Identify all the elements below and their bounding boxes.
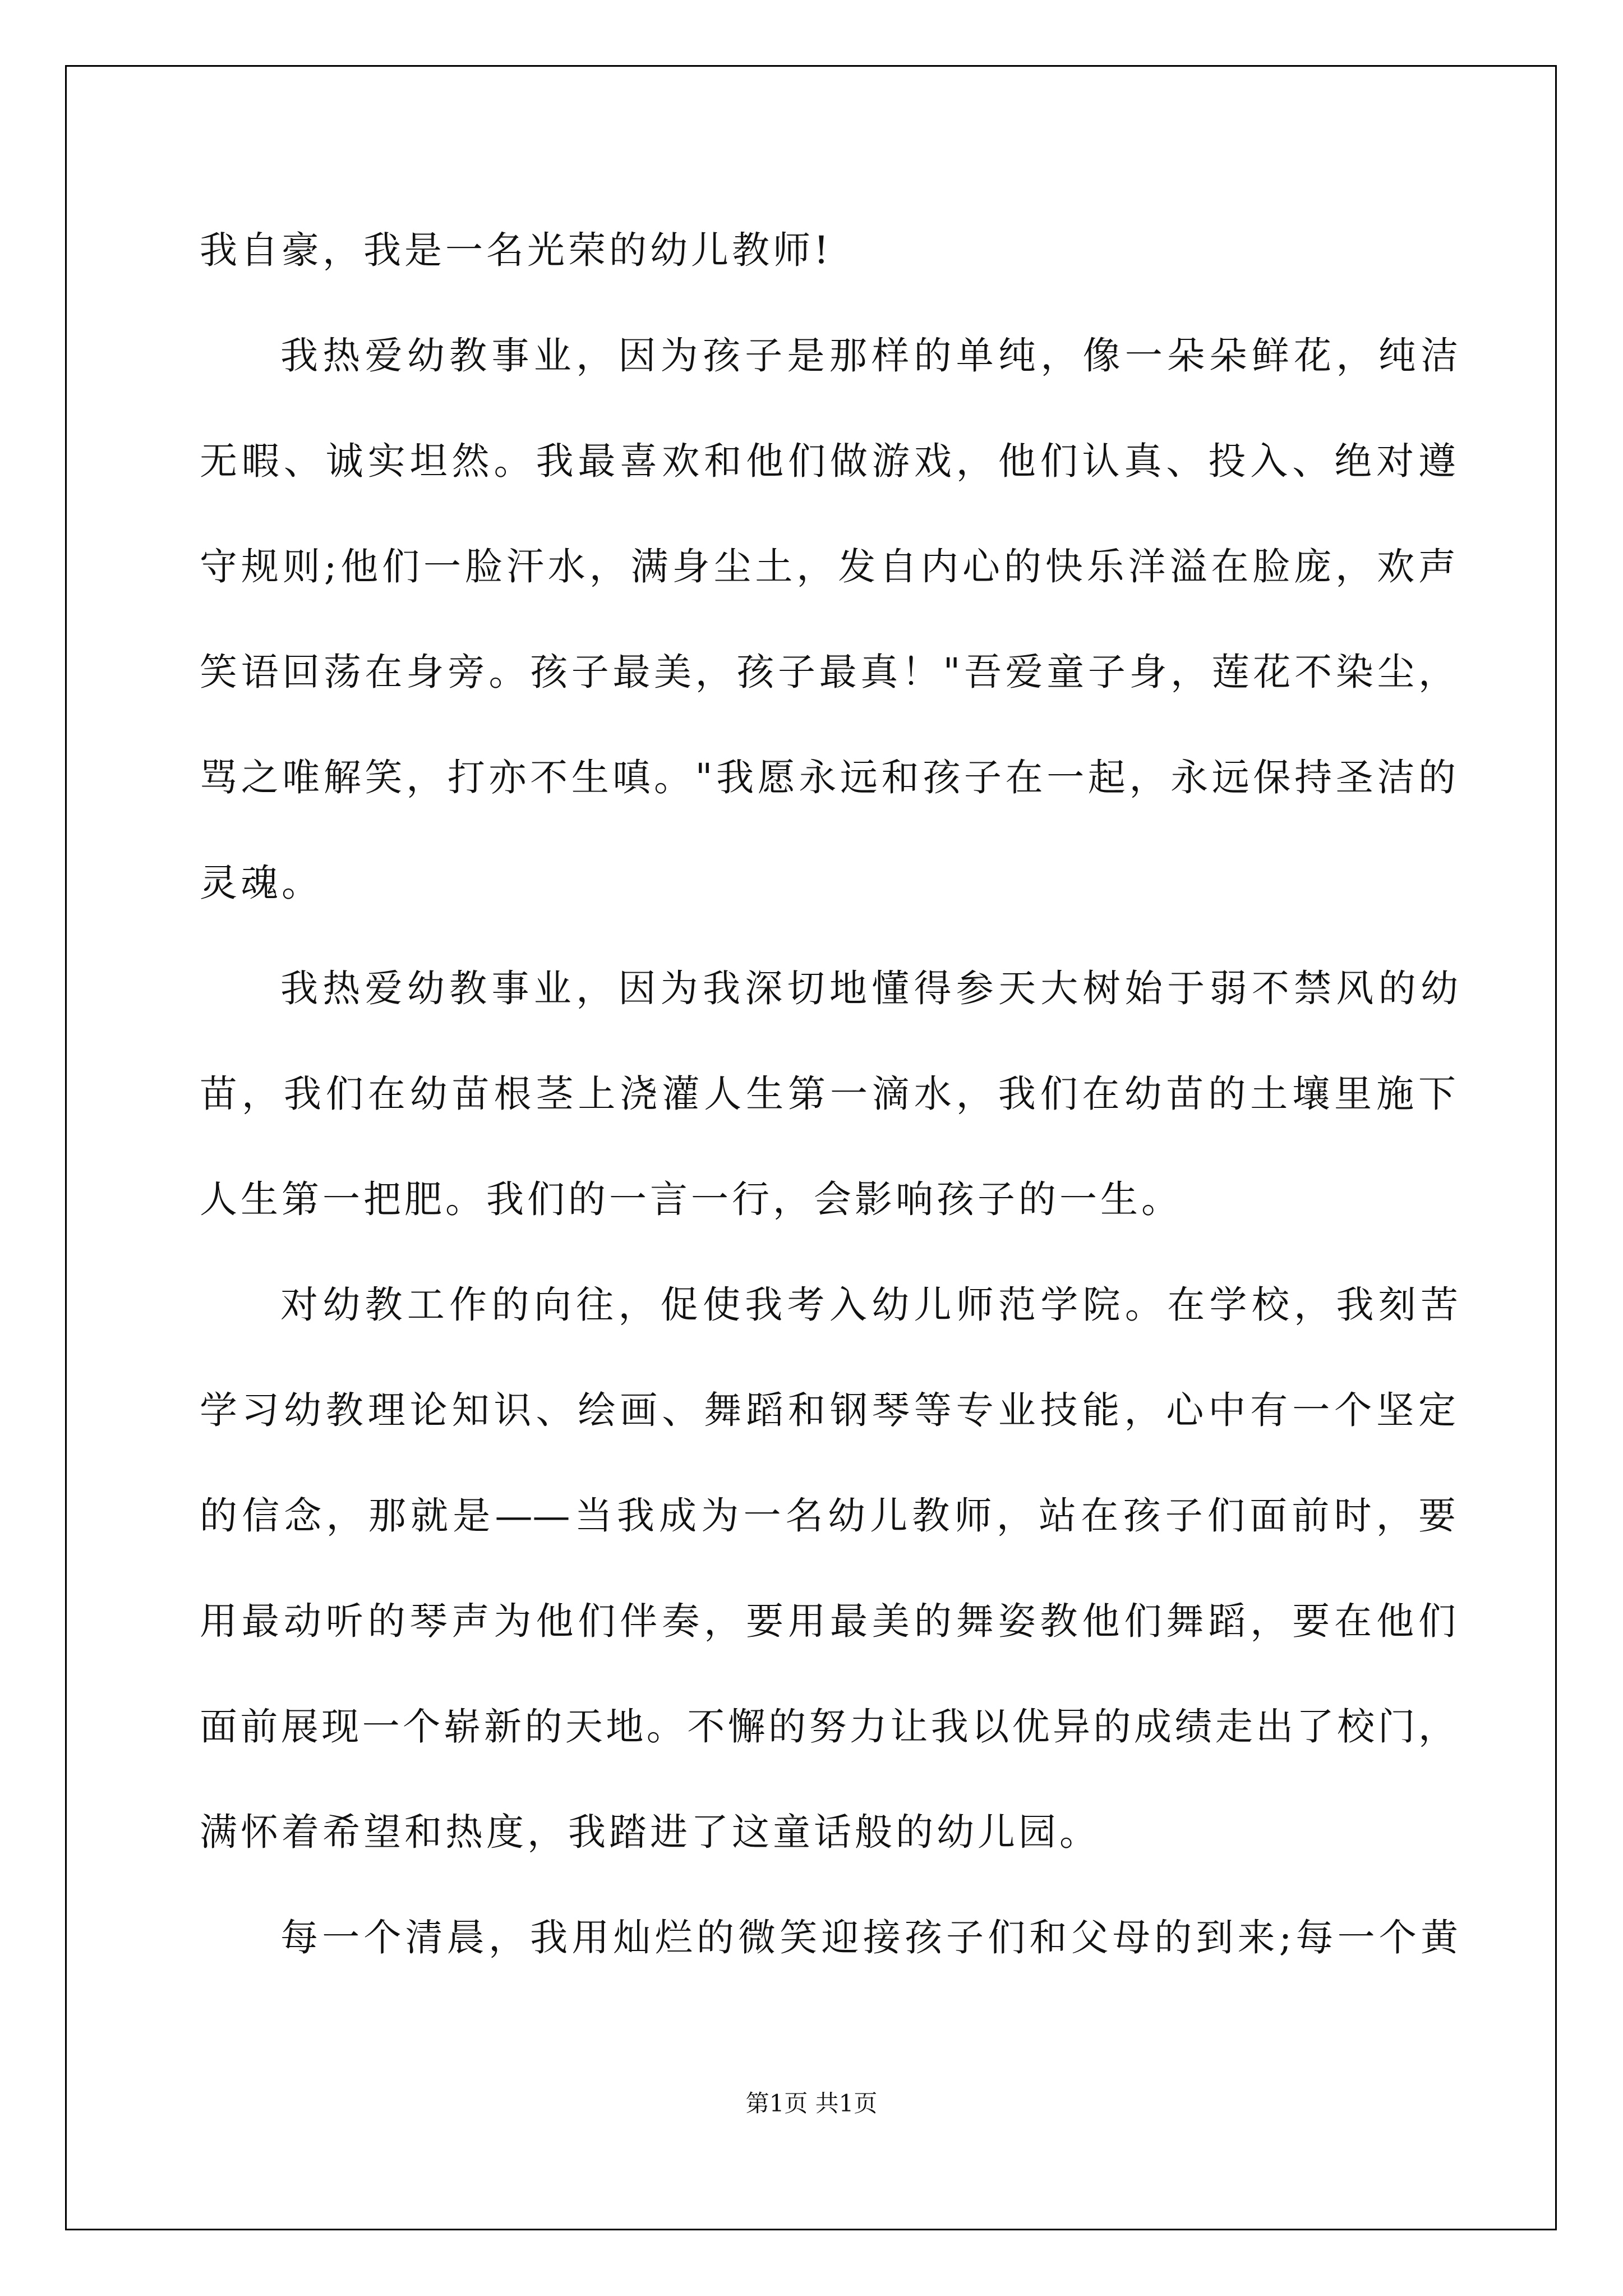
text-line: 守规则;他们一脸汗水，满身尘土，发自内心的快乐洋溢在脸庞，欢声 (200, 545, 1456, 588)
text-line: 满怀着希望和热度，我踏进了这童话般的幼儿园。 (200, 1810, 1100, 1854)
text-line: 面前展现一个崭新的天地。不懈的努力让我以优异的成绩走出了校门， (200, 1705, 1456, 1749)
text-line: 无暇、诚实坦然。我最喜欢和他们做游戏，他们认真、投入、绝对遵 (200, 439, 1456, 483)
text-line: 的信念，那就是——当我成为一名幼儿教师，站在孩子们面前时，要 (200, 1494, 1456, 1538)
page-footer: 第1页 共1页 (745, 2090, 878, 2117)
text-line: 对幼教工作的向往，促使我考入幼儿师范学院。在学校，我刻苦 (280, 1283, 1458, 1327)
text-line: 骂之唯解笑，打亦不生嗔。"我愿永远和孩子在一起，永远保持圣洁的 (200, 756, 1456, 799)
text-line: 我自豪，我是一名光荣的幼儿教师! (200, 228, 832, 272)
text-line: 我热爱幼教事业，因为孩子是那样的单纯，像一朵朵鲜花，纯洁 (280, 334, 1458, 378)
text-line: 苗，我们在幼苗根茎上浇灌人生第一滴水，我们在幼苗的土壤里施下 (200, 1072, 1456, 1116)
text-line: 人生第一把肥。我们的一言一行，会影响孩子的一生。 (200, 1177, 1182, 1221)
text-line: 灵魂。 (200, 861, 322, 905)
text-line: 每一个清晨，我用灿烂的微笑迎接孩子们和父母的到来;每一个黄 (280, 1916, 1458, 1959)
text-line: 用最动听的琴声为他们伴奏，要用最美的舞姿教他们舞蹈，要在他们 (200, 1599, 1456, 1643)
text-line: 学习幼教理论知识、绘画、舞蹈和钢琴等专业技能，心中有一个坚定 (200, 1388, 1456, 1432)
page-border (65, 65, 1557, 2230)
text-line: 我热爱幼教事业，因为我深切地懂得参天大树始于弱不禁风的幼 (280, 967, 1458, 1010)
text-line: 笑语回荡在身旁。孩子最美，孩子最真！"吾爱童子身，莲花不染尘， (200, 650, 1456, 694)
